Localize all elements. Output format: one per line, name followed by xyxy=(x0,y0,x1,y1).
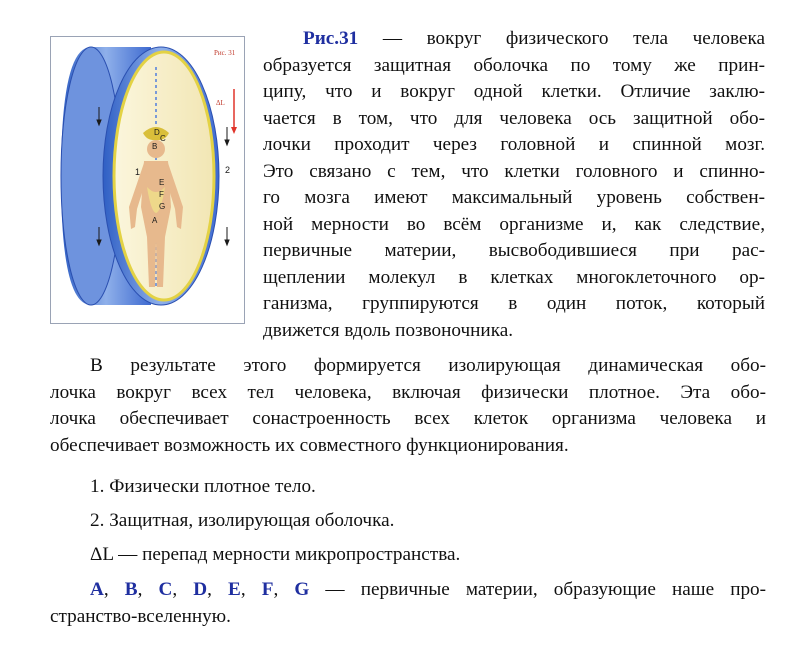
axis-letter-e: E xyxy=(159,178,165,187)
paragraph-result xyxy=(50,353,766,459)
text-fragment: — первичные материи, образующие наше про- xyxy=(309,579,767,600)
legend-item-1: 1. Физически плотное тело. xyxy=(90,476,316,497)
letter-f: F xyxy=(261,579,274,600)
letter-e: E xyxy=(228,579,241,600)
letter-c: C xyxy=(158,579,173,600)
axis-letter-b: B xyxy=(152,142,158,151)
separator: , xyxy=(240,579,262,600)
text-line: обеспечивает возможность их совместного функционирования. xyxy=(50,434,569,456)
letter-d: D xyxy=(193,579,208,600)
separator: , xyxy=(172,579,194,600)
red-arrow-head xyxy=(231,127,237,134)
marker-1: 1 xyxy=(135,167,141,177)
letter-g: G xyxy=(294,579,310,600)
legend-item-2: 2. Защитная, изолирующая оболочка. xyxy=(90,510,395,531)
text-line: чается в том, что для человека ось защитной обо- xyxy=(263,107,765,129)
paragraph-primary-matters xyxy=(50,577,766,630)
axis-letter-f: F xyxy=(159,190,164,199)
figure-label: Рис. 31 xyxy=(214,49,236,57)
text-line: образуется защитная оболочка по тому же прин- xyxy=(263,54,765,76)
text-line: лочки проходит через головной и спинной мозг. xyxy=(263,134,765,155)
text-line xyxy=(50,577,766,604)
text-line: ганизма, группируются в один поток, который xyxy=(263,293,765,314)
text-line: странство-вселенную. xyxy=(50,605,231,627)
axis-letter-a: A xyxy=(152,216,158,225)
axis-letter-g: G xyxy=(159,202,166,211)
text-line: Это связано с тем, что клетки головного и спинно- xyxy=(263,160,765,182)
letter-a: A xyxy=(90,579,104,600)
text-line: щеплении молекул в клетках многоклеточного ор- xyxy=(263,266,765,288)
marker-2: 2 xyxy=(225,165,231,175)
figure-reference: Рис.31 xyxy=(303,28,359,49)
text-line: лочка обеспечивает сонастроенность всех клеток организма человека и xyxy=(50,408,766,429)
text-fragment: — вокруг физического тела человека xyxy=(358,28,765,49)
separator: , xyxy=(273,579,295,600)
axis-letter-d: D xyxy=(154,128,160,137)
text-line: первичные материи, высвободившиеся при рас- xyxy=(263,240,765,261)
delta-l-label: ΔL xyxy=(216,99,225,107)
text-line: ной мерности во всём организме и, как следствие, xyxy=(263,213,765,235)
text-line xyxy=(263,26,765,53)
text-line: ципу, что и вокруг одной клетки. Отличие заклю- xyxy=(263,81,765,102)
text-line: лочка вокруг всех тел человека, включая физически плотное. Эта обо- xyxy=(50,381,766,403)
text-line: В результате этого формируется изолирующая динамическая обо- xyxy=(90,355,766,376)
figure-description xyxy=(263,26,765,344)
figure-illustration xyxy=(51,37,244,323)
letter-b: B xyxy=(124,579,138,600)
separator: , xyxy=(137,579,159,600)
figure-31 xyxy=(50,36,245,324)
separator: , xyxy=(207,579,229,600)
legend-item-delta: ΔL — перепад мерности микропространства. xyxy=(90,544,461,565)
text-line: движется вдоль позвоночника. xyxy=(263,319,514,341)
separator: , xyxy=(103,579,125,600)
axis-letter-c: C xyxy=(160,134,166,143)
text-line: го мозга имеют максимальный уровень собствен- xyxy=(263,187,765,208)
